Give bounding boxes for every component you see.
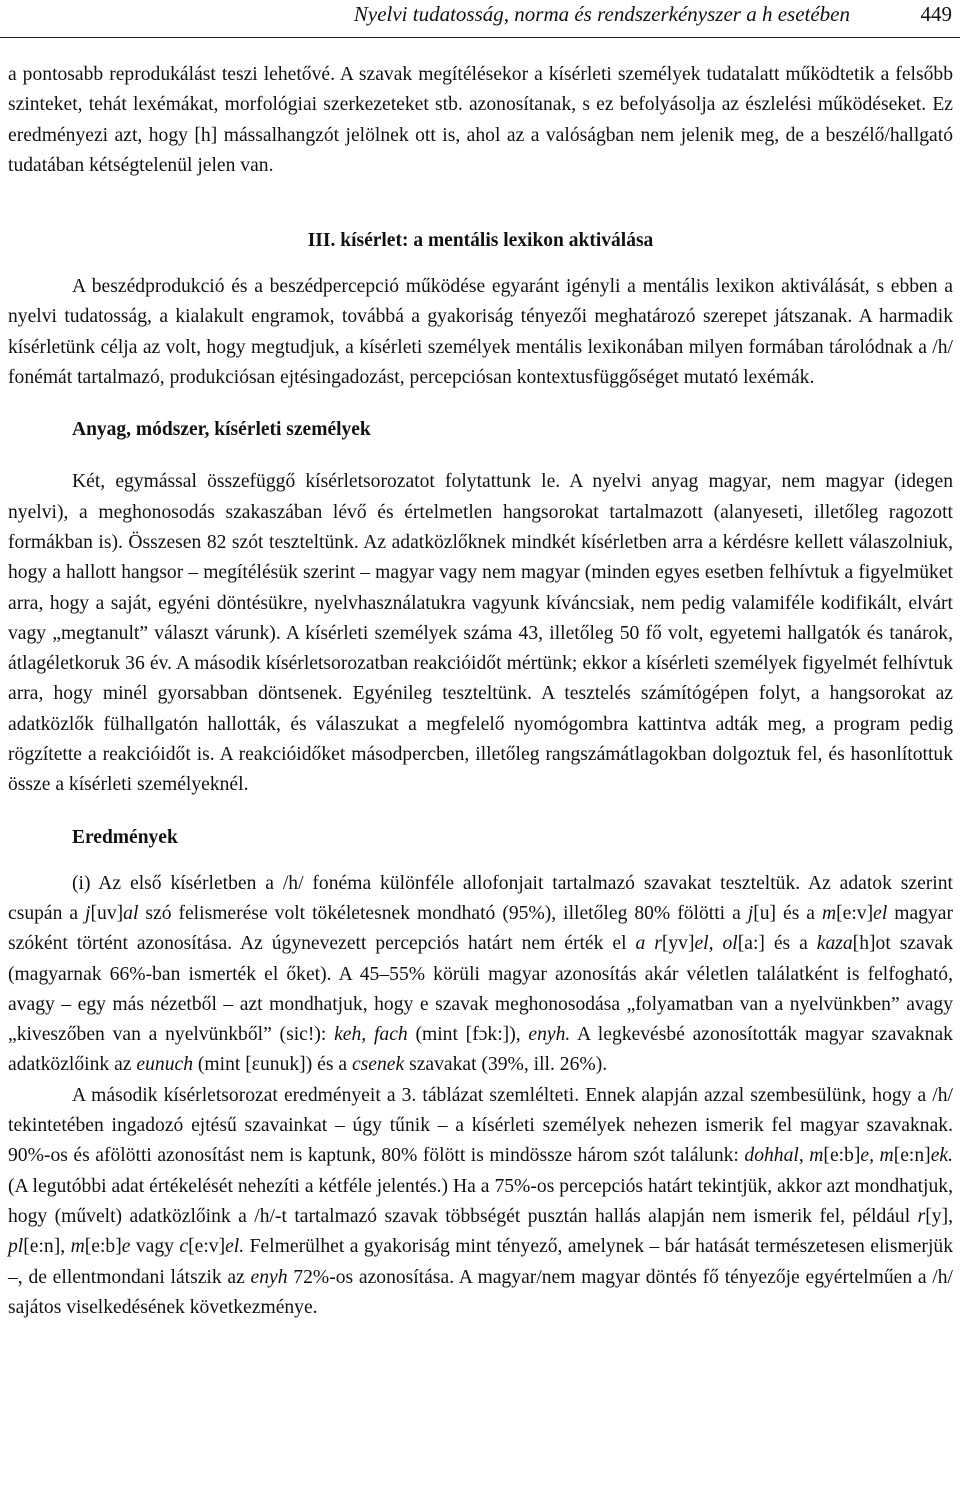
subheading-methods: Anyag, módszer, kísérleti személyek [72,419,371,441]
text-run: [e:b] [84,1236,122,1258]
section-heading-experiment-3: III. kísérlet: a mentális lexikon aktiválása [307,230,654,252]
word-italic: c [179,1236,189,1258]
text-run: vagy [130,1236,180,1258]
word-italic: m [70,1236,85,1258]
word-italic: eunuch [136,1054,193,1076]
text-run: [e:n] [893,1145,931,1167]
text-run: A második kísérletsorozat eredményeit a 3. táblázat szemlélteti. Ennek alapján azzal szembesülünk, hogy a /h/ tekintetében ingadozó ejtésű szavainkat – úgy tűnik – a kísérleti személyek nehezen ismerik fel magyar szavaknak. 90%-os és afölötti azonosítást nem is kaptunk, 80% fölött is mindössze három szót találunk: [8,1084,953,1167]
word-italic: e [121,1236,131,1258]
word-italic: a r [635,933,662,955]
word-italic: dohhal, m [744,1145,824,1167]
text-run: [y], [925,1205,953,1227]
text-run: Felmerülhet a gyakoriság mint tényező, amelynek – bár hatását természetesen elismerjük –, de ellentmondani látszik az [8,1236,953,1288]
text-run: [yv] [661,933,695,955]
word-italic: el, ol [694,933,738,955]
page-header [0,0,960,38]
text-run: magyar szóként történt azonosítása. Az úgynevezett percepciós határt nem érték el [8,902,954,955]
text-run: szó felismerése volt tökéletesnek mondható (95%), illetőleg 80% fölötti a [138,902,748,924]
text-run: [e:v] [188,1236,226,1258]
word-italic: r [917,1205,926,1227]
word-italic: j [747,902,754,924]
word-italic: al [123,902,139,924]
text-run: [e:v] [836,902,874,924]
text-run: (A legutóbbi adat értékelését nehezíti a kétféle jelentés.) Ha a 75%-os percepciós határt tekintjük, akkor azt mondhatjuk, hogy (művelt) adatközlőink a /h/-t tartalmazó szavak többségét pusztán hallás alapján nem ismerik fel, például [8,1175,953,1227]
text-run: [e:b] [823,1145,861,1167]
word-italic: pl [8,1236,24,1258]
page-number: 449 [920,2,952,26]
text-run: [a:] és a [737,933,817,955]
paragraph-intro: a pontosabb reprodukálást teszi lehetővé. A szavak megítélésekor a kísérleti személyek tudatalatt működtetik a felsőbb szinteket, tehát lexémákat, morfológiai szerkezeteket stb. azonosítanak, s ez befolyásolja az észlelési működéseket. Ez eredményezi azt, hogy [h] mássalhangzót jelölnek ott is, ahol az a valóságban nem jelenik meg, de a beszélő/hallgató tudatában kétségtelenül jelen van. [8,64,953,176]
paragraph-results-1 [8,869,953,1081]
paragraph-methods: Két, egymással összefüggő kísérletsorozatot folytattunk le. A nyelvi anyag magyar, nem magyar (idegen nyelvi), a meghonosodás szakaszában lévő és értelmetlen hangsorokat tartalmazott (alanyeseti, illetőleg ragozott formákban is). Összesen 82 szót teszteltünk. Az adatközlőknek mindkét kísérletben arra a kérdésre kellett válaszolniuk, hogy a hallott hangsor – megítélésük szerint – magyar vagy nem magyar (minden egyes esetben felhívtuk a figyelmüket arra, hogy a saját, egyéni döntésükre, nyelvhasználatukra vagyunk kíváncsiak, nem pedig valamiféle kodifikált, elvárt vagy „megtanult” választ várunk). A kísérleti személyek száma 43, illetőleg 50 fő volt, egyetemi hallgatók és tanárok, átlagéletkoruk 36 év. A második kísérletsorozatban reakcióidőt mértünk; ekkor a kísérleti személyek figyelmét felhívtuk arra, hogy minél gyorsabban döntsenek. Egyénileg teszteltünk. A tesztelés számítógépen folyt, a hangsorokat az adatközlők fülhallgatón hallották, és válaszukat a megfelelő nyomógombra kattintva adták meg, a program pedig rögzítette a reakcióidőt is. A reakcióidőket másodpercben, illetőleg rangszámátlagokban dolgoztuk fel, és hasonlítottuk össze a kísérleti személyeknél. [8,471,953,796]
word-italic: ek. [930,1145,953,1167]
page-body [8,60,953,1323]
word-italic: el [873,902,888,924]
text-run: [u] és a [753,902,822,924]
word-italic: csenek [351,1054,405,1076]
word-italic: keh, fach [334,1024,408,1046]
running-head: Nyelvi tudatosság, norma és rendszerkényszer a h esetében [353,2,850,26]
word-italic: el. [225,1236,245,1258]
text-run: szavakat (39%, ill. 26%). [404,1054,608,1076]
word-italic: enyh [250,1266,288,1288]
text-run: (i) Az első kísérletben a /h/ fonéma különféle allofonjait tartalmazó szavakat teszteltük. Az adatok szerint csupán a [8,872,953,924]
paragraph-experiment-3: A beszédprodukció és a beszédpercepció működése egyaránt igényli a mentális lexikon aktiválását, s ebben a nyelvi tudatosság, a kialakult engramok, továbbá a gyakoriság tényezői meghatározó szerepet játszanak. A harmadik kísérletünk célja az volt, hogy megtudjuk, a kísérleti személyek mentális lexikonában milyen formában tárolódnak a /h/ fonémát tartalmazó, produkciósan ejtésingadozást, percepciósan kontextusfüggőséget mutató lexémák. [8,276,953,389]
word-italic: e, m [860,1145,894,1167]
word-italic: kaza [816,933,853,955]
text-run: [uv] [90,902,124,924]
subheading-results: Eredmények [72,826,178,848]
text-run: [e:n], [23,1236,71,1258]
text-run: (mint [fɔk:]), [407,1024,529,1046]
text-run: 72%-os azonosítása. A magyar/nem magyar döntés fő tényezője egyértelműen a /h/ sajátos viselkedésének következménye. [8,1266,953,1318]
word-italic: j [85,902,91,924]
text-run: (mint [ɛunuk]) és a [193,1054,352,1076]
text-run: A legkevésbé azonosították magyar szavaknak adatközlőink az [8,1024,953,1076]
paragraph-results-2 [8,1081,953,1323]
word-italic: m [821,902,837,924]
word-italic: enyh. [528,1024,571,1046]
text-run: [h]ot szavak (magyarnak 66%-ban ismerték el őket). A 45–55% körüli magyar azonosítás akár véletlen találatként is felfogható, avagy – egy más nézetből – azt mondhatjuk, hogy e szavak meghonosodása „folyamatban van a nyelvünkben” avagy „kiveszőben van a nyelvünkből” (sic!): [8,933,954,1046]
